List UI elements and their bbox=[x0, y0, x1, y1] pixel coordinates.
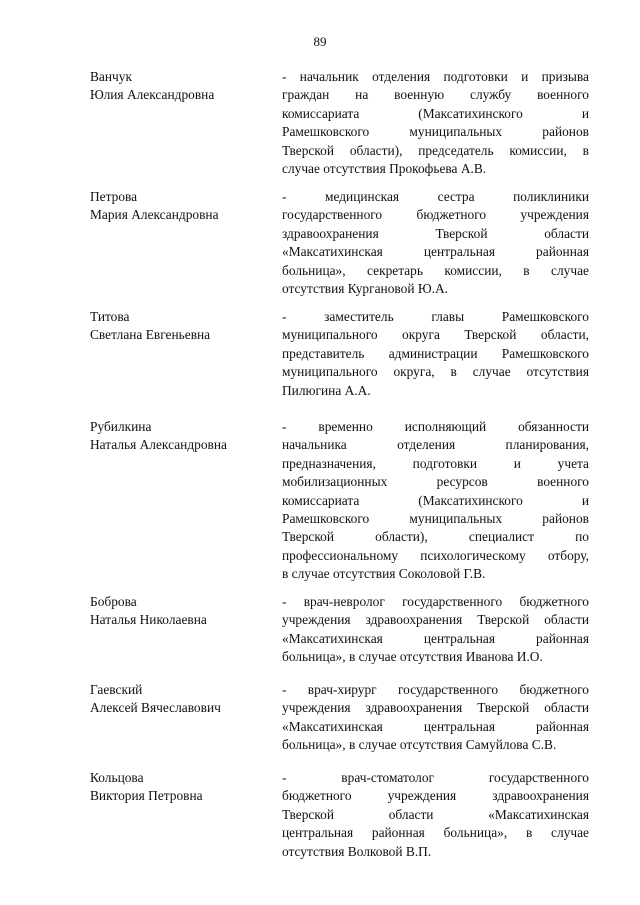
member-entry bbox=[0, 308, 640, 418]
role-line: Рамешковского муниципальных районов bbox=[282, 511, 589, 527]
member-role bbox=[282, 308, 589, 400]
member-name bbox=[90, 188, 270, 225]
role-line: Тверской области), председатель комиссии, в bbox=[282, 142, 589, 158]
role-line: центральная районная больница», в случае bbox=[282, 825, 589, 841]
role-line: Рамешковского муниципальных районов bbox=[282, 124, 589, 140]
member-given-names: Светлана Евгеньевна bbox=[90, 327, 211, 343]
role-line: в случае отсутствия Соколовой Г.В. bbox=[282, 566, 486, 582]
member-surname: Рубилкина bbox=[90, 419, 152, 434]
role-line: представитель администрации Рамешковского bbox=[282, 345, 589, 361]
member-name bbox=[90, 681, 270, 718]
role-line: «Максатихинская центральная районная bbox=[282, 244, 589, 260]
member-role bbox=[282, 68, 589, 178]
member-list bbox=[0, 68, 640, 869]
member-entry bbox=[0, 769, 640, 869]
page-number: 89 bbox=[313, 34, 327, 49]
member-role bbox=[282, 418, 589, 584]
role-line: - заместитель главы Рамешковского bbox=[282, 309, 589, 324]
member-name bbox=[90, 68, 270, 105]
member-entry bbox=[0, 593, 640, 681]
member-entry bbox=[0, 418, 640, 593]
role-line: Пилюгина А.А. bbox=[282, 382, 371, 398]
role-line: - врач-стоматолог государственного bbox=[282, 770, 589, 785]
member-given-names: Виктория Петровна bbox=[90, 788, 203, 804]
role-line: граждан на военную службу военного bbox=[282, 87, 589, 103]
member-surname: Петрова bbox=[90, 189, 138, 204]
role-line: здравоохранения Тверской области bbox=[282, 225, 589, 241]
role-line: муниципального округа, в случае отсутствия bbox=[282, 364, 589, 380]
role-line: комиссариата (Максатихинского и bbox=[282, 492, 589, 508]
role-line: Тверской области), специалист по bbox=[282, 529, 589, 545]
role-line: больница», в случае отсутствия Иванова И.О. bbox=[282, 649, 543, 665]
member-role bbox=[282, 681, 589, 755]
member-surname: Кольцова bbox=[90, 770, 144, 785]
member-given-names: Алексей Вячеславович bbox=[90, 700, 221, 716]
role-line: отсутствия Кургановой Ю.А. bbox=[282, 281, 448, 297]
role-line: начальника отделения планирования, bbox=[282, 437, 589, 453]
member-name bbox=[90, 769, 270, 806]
role-line: мобилизационных ресурсов военного bbox=[282, 474, 589, 490]
role-line: - медицинская сестра поликлиники bbox=[282, 189, 589, 204]
member-role bbox=[282, 593, 589, 667]
role-line: учреждения здравоохранения Тверской области bbox=[282, 700, 589, 716]
member-given-names: Юлия Александровна bbox=[90, 87, 215, 103]
role-line: «Максатихинская центральная районная bbox=[282, 630, 589, 646]
role-line: больница», секретарь комиссии, в случае bbox=[282, 262, 589, 278]
member-entry bbox=[0, 188, 640, 308]
role-line: - врач-хирург государственного бюджетного bbox=[282, 682, 589, 697]
member-given-names: Мария Александровна bbox=[90, 207, 219, 223]
role-line: - врач-невролог государственного бюджетного bbox=[282, 594, 589, 609]
member-surname: Ванчук bbox=[90, 69, 132, 84]
member-surname: Гаевский bbox=[90, 682, 143, 697]
member-name bbox=[90, 308, 270, 345]
member-given-names: Наталья Николаевна bbox=[90, 612, 207, 628]
member-entry bbox=[0, 68, 640, 188]
member-role bbox=[282, 769, 589, 861]
role-line: «Максатихинская центральная районная bbox=[282, 718, 589, 734]
role-line: - временно исполняющий обязанности bbox=[282, 419, 589, 434]
member-given-names: Наталья Александровна bbox=[90, 437, 227, 453]
role-line: - начальник отделения подготовки и призыва bbox=[282, 69, 589, 84]
role-line: предназначения, подготовки и учета bbox=[282, 455, 589, 471]
member-name bbox=[90, 593, 270, 630]
member-surname: Титова bbox=[90, 309, 130, 324]
role-line: бюджетного учреждения здравоохранения bbox=[282, 788, 589, 804]
member-surname: Боброва bbox=[90, 594, 137, 609]
role-line: учреждения здравоохранения Тверской области bbox=[282, 612, 589, 628]
role-line: случае отсутствия Прокофьева А.В. bbox=[282, 161, 487, 177]
role-line: отсутствия Волковой В.П. bbox=[282, 843, 432, 859]
role-line: государственного бюджетного учреждения bbox=[282, 207, 589, 223]
role-line: профессиональному психологическому отбору, bbox=[282, 547, 589, 563]
role-line: муниципального округа Тверской области, bbox=[282, 327, 589, 343]
role-line: Тверской области «Максатихинская bbox=[282, 806, 589, 822]
role-line: комиссариата (Максатихинского и bbox=[282, 105, 589, 121]
member-entry bbox=[0, 681, 640, 769]
member-role bbox=[282, 188, 589, 298]
role-line: больница», в случае отсутствия Самуйлова С.В. bbox=[282, 737, 557, 753]
member-name bbox=[90, 418, 270, 455]
